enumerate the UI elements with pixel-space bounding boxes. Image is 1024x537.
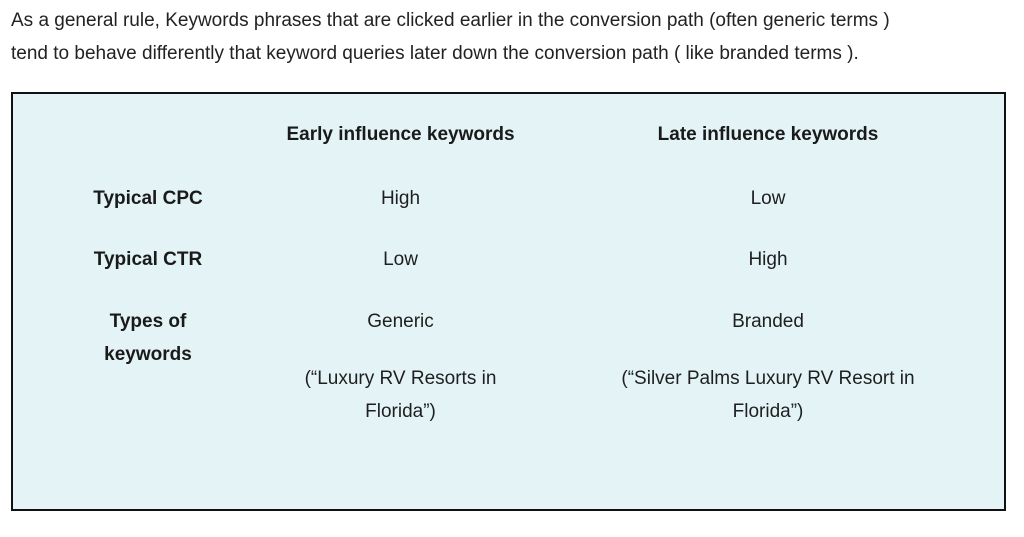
cell-late-example — [603, 362, 933, 428]
row-label-line-1: Types of — [109, 311, 187, 332]
cell-late-type: Branded — [732, 311, 804, 332]
cell-early-example — [263, 362, 538, 428]
cell-late-ctr: High — [748, 249, 788, 270]
late-example-line-1: (“Silver Palms Luxury RV Resort in — [621, 368, 915, 389]
row-label-typical-ctr: Typical CTR — [93, 249, 203, 270]
row-label-types-of-keywords — [83, 305, 213, 371]
late-example-line-2: Florida”) — [732, 401, 804, 422]
early-example-line-2: Florida”) — [365, 401, 436, 422]
intro-line-2: tend to behave differently that keyword queries later down the conversion path ( like branded terms ). — [11, 43, 859, 64]
cell-late-cpc: Low — [750, 188, 786, 209]
comparison-table — [11, 92, 1006, 511]
cell-early-cpc: High — [380, 188, 421, 209]
cell-early-type: Generic — [367, 311, 434, 332]
intro-paragraph — [11, 4, 1011, 70]
intro-line-1: As a general rule, Keywords phrases that are clicked earlier in the conversion path (often generic terms ) — [11, 10, 890, 31]
cell-early-ctr: Low — [383, 249, 418, 270]
header-early-influence: Early influence keywords — [286, 124, 515, 145]
row-label-line-2: keywords — [104, 344, 192, 365]
header-late-influence: Late influence keywords — [657, 124, 879, 145]
early-example-line-1: (“Luxury RV Resorts in — [304, 368, 497, 389]
row-label-typical-cpc: Typical CPC — [93, 188, 203, 209]
